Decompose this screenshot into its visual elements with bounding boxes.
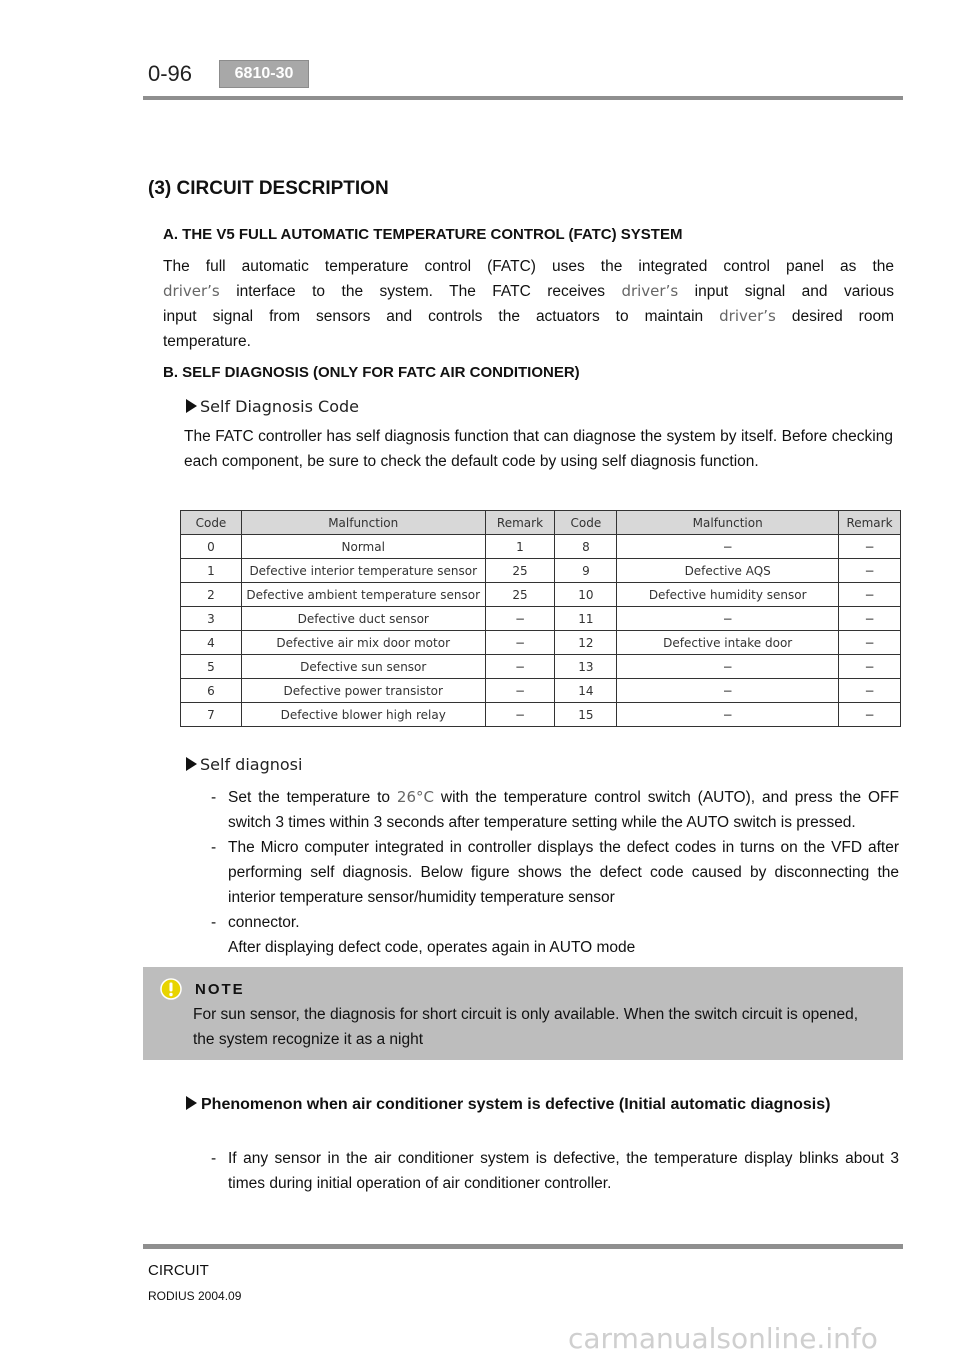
table-cell: 25 xyxy=(485,559,555,583)
table-cell: 0 xyxy=(181,535,242,559)
table-cell: − xyxy=(839,679,901,703)
table-cell: − xyxy=(839,583,901,607)
list-item: - The Micro computer integrated in controller displays the defect codes in turns on the VFD after performing self diagnosis. Below figure shows the defect code caused by disconnecting the interior temperature sensor/humidity temperature sensor xyxy=(211,839,899,906)
table-row xyxy=(181,679,901,703)
note-title: NOTE xyxy=(195,981,245,998)
table-cell: Defective sun sensor xyxy=(241,655,485,679)
table-cell: − xyxy=(839,631,901,655)
note-text: For sun sensor, the diagnosis for short circuit is only available. When the switch circuit is opened, the system recognize it as a night xyxy=(193,1006,859,1048)
table-cell: 15 xyxy=(555,703,617,727)
table-cell: 10 xyxy=(555,583,617,607)
step-text: Set the temperature to xyxy=(228,789,397,806)
table-row xyxy=(181,535,901,559)
table-body xyxy=(181,535,901,727)
step-text: with the temperature control switch (AUTO), and press the OFF switch 3 times within 3 seconds after temperature setting while the AUTO switch is pressed. xyxy=(228,789,899,831)
list-item xyxy=(211,935,899,960)
table-header-row xyxy=(181,511,901,535)
section-code-badge: 6810-30 xyxy=(219,60,309,88)
self-diagnosis-steps xyxy=(211,785,899,967)
footer-title: CIRCUIT xyxy=(148,1262,209,1279)
table-cell: 14 xyxy=(555,679,617,703)
table-cell: 11 xyxy=(555,607,617,631)
footer-rule xyxy=(143,1244,903,1249)
table-cell: 8 xyxy=(555,535,617,559)
phenomenon-text: If any sensor in the air conditioner system is defective, the temperature display blinks about 3 times during initial operation of air conditioner controller. xyxy=(228,1150,899,1192)
heading-part-a: A. THE V5 FULL AUTOMATIC TEMPERATURE CONTROL (FATC) SYSTEM xyxy=(163,226,683,243)
diagnosis-code-table xyxy=(180,510,901,727)
table-cell: Defective interior temperature sensor xyxy=(241,559,485,583)
paragraph-fatc xyxy=(163,254,894,354)
column-header: Code xyxy=(181,511,242,535)
bullet-self-diagnosi xyxy=(186,755,302,774)
table-cell: 2 xyxy=(181,583,242,607)
driver-word: driver’s xyxy=(621,282,679,300)
table-cell: 6 xyxy=(181,679,242,703)
table-row xyxy=(181,703,901,727)
triangle-bullet-icon xyxy=(186,399,197,413)
step-text: The Micro computer integrated in controller displays the defect codes in turns on the VFD after performing self diagnosis. Below figure shows the defect code caused by disconnecting the interior temperature sensor/humidity temperature sensor xyxy=(228,839,899,906)
fatc-line-2-text: interface to the system. The FATC receives xyxy=(219,283,622,300)
triangle-bullet-icon xyxy=(186,1096,197,1110)
table-cell: 12 xyxy=(555,631,617,655)
table-cell: − xyxy=(839,655,901,679)
column-header: Remark xyxy=(485,511,555,535)
list-item: - connector. xyxy=(211,914,300,931)
table-cell: − xyxy=(617,535,839,559)
table-cell: Defective power transistor xyxy=(241,679,485,703)
table-cell: Defective intake door xyxy=(617,631,839,655)
table-cell: − xyxy=(485,607,555,631)
table-row xyxy=(181,583,901,607)
table-cell: 9 xyxy=(555,559,617,583)
table-cell: − xyxy=(839,559,901,583)
paragraph-self-diagnosis: The FATC controller has self diagnosis function that can diagnose the system by itself. Before checking each component, be sure to check the default code by using self diagnosis function. xyxy=(184,428,893,470)
temperature-value: 26°C xyxy=(396,788,434,806)
list-item: - If any sensor in the air conditioner system is defective, the temperature display blinks about 3 times during initial operation of air conditioner controller. xyxy=(211,1150,899,1192)
table-cell: Defective air mix door motor xyxy=(241,631,485,655)
phenomenon-list xyxy=(211,1146,899,1196)
table-cell: 25 xyxy=(485,583,555,607)
table-cell: − xyxy=(617,607,839,631)
fatc-line-2-tail: input signal and various xyxy=(678,283,894,300)
column-header: Code xyxy=(555,511,617,535)
table-row xyxy=(181,607,901,631)
table-cell: − xyxy=(617,703,839,727)
fatc-line-1: The full automatic temperature control (FATC) uses the integrated control panel as the xyxy=(163,258,894,275)
table-row xyxy=(181,655,901,679)
page-number: 0-96 xyxy=(148,61,193,86)
fatc-line-2 xyxy=(163,279,894,304)
header-rule xyxy=(143,96,903,100)
table-cell: 1 xyxy=(485,535,555,559)
table-cell: Defective ambient temperature sensor xyxy=(241,583,485,607)
driver-word: driver’s xyxy=(163,282,220,300)
list-item: - Set the temperature to 26°C with the temperature control switch (AUTO), and press the OFF switch 3 times within 3 seconds after temperature setting while the AUTO switch is pressed. xyxy=(211,788,899,831)
step-text: After displaying defect code, operates again in AUTO mode xyxy=(228,939,636,956)
table-cell: Defective AQS xyxy=(617,559,839,583)
table-cell: Normal xyxy=(241,535,485,559)
table-cell: Defective blower high relay xyxy=(241,703,485,727)
heading-part-b: B. SELF DIAGNOSIS (ONLY FOR FATC AIR CONDITIONER) xyxy=(163,364,580,381)
table-cell: 13 xyxy=(555,655,617,679)
step-text: connector. xyxy=(228,914,300,931)
table-cell: − xyxy=(485,679,555,703)
table-cell: 5 xyxy=(181,655,242,679)
table-cell: − xyxy=(839,607,901,631)
footer-subtitle: RODIUS 2004.09 xyxy=(148,1289,242,1303)
fatc-line-3 xyxy=(163,304,894,329)
table-cell: − xyxy=(485,631,555,655)
driver-word: driver’s xyxy=(719,307,776,325)
table-cell: − xyxy=(485,655,555,679)
column-header: Malfunction xyxy=(241,511,485,535)
fatc-line-3-tail: desired room xyxy=(775,308,894,325)
fatc-line-4: temperature. xyxy=(163,333,251,350)
table-cell: Defective humidity sensor xyxy=(617,583,839,607)
table-cell: 7 xyxy=(181,703,242,727)
table-cell: − xyxy=(839,535,901,559)
bullet-label: Self diagnosi xyxy=(200,755,303,774)
table-cell: − xyxy=(617,679,839,703)
watermark: carmanualsonline.info xyxy=(568,1322,878,1355)
table-cell: 4 xyxy=(181,631,242,655)
section-title: (3) CIRCUIT DESCRIPTION xyxy=(148,178,389,199)
table-cell: − xyxy=(617,655,839,679)
triangle-bullet-icon xyxy=(186,757,197,771)
phenomenon-heading: Phenomenon when air conditioner system is defective (Initial automatic diagnosis) xyxy=(201,1096,831,1113)
warning-icon xyxy=(160,978,182,1000)
bullet-phenomenon xyxy=(186,1092,894,1117)
table-row xyxy=(181,631,901,655)
column-header: Malfunction xyxy=(617,511,839,535)
table-row xyxy=(181,559,901,583)
table-cell: 3 xyxy=(181,607,242,631)
bullet-label: Self Diagnosis Code xyxy=(200,397,359,416)
column-header: Remark xyxy=(839,511,901,535)
table-cell: Defective duct sensor xyxy=(241,607,485,631)
bullet-self-diagnosis-code xyxy=(186,397,359,416)
fatc-line-3-text: input signal from sensors and controls the actuators to maintain xyxy=(163,308,720,325)
table-cell: − xyxy=(485,703,555,727)
table-cell: − xyxy=(839,703,901,727)
table-cell: 1 xyxy=(181,559,242,583)
